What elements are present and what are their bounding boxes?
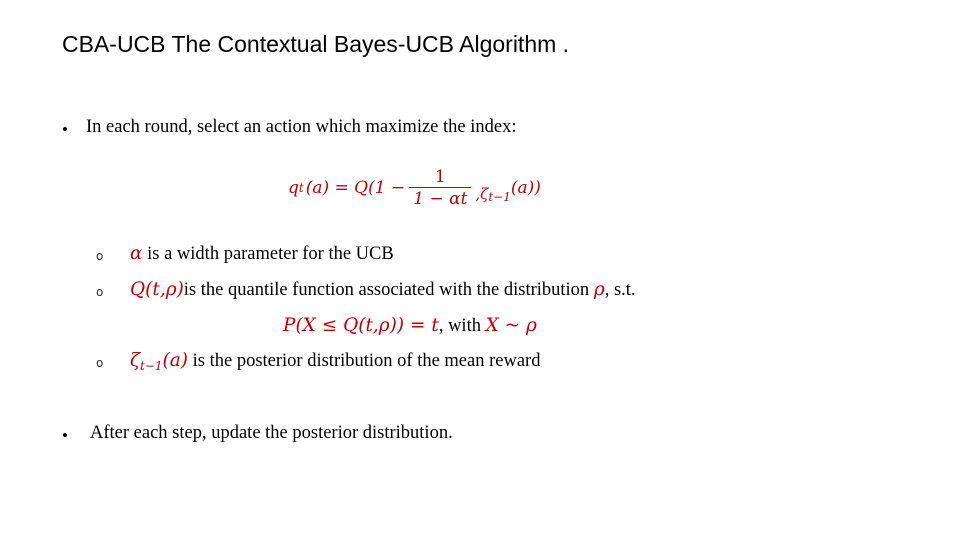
sub-bullet-marker: o [96,356,104,370]
alpha-description: is a width parameter for the UCB [142,244,394,264]
quantile-formula [283,315,537,337]
zeta-symbol: ζ [130,350,141,371]
fraction-numerator: 1 [434,166,446,187]
quantile-formula-math2: X ~ ρ [485,315,537,336]
formula-lhs: q [288,178,299,198]
sub-bullet-quantile [130,279,636,301]
fraction-denominator: 1 − αt [413,188,468,209]
zeta-sub: t−1 [140,359,163,373]
formula-rhs-pre: ,ζ [475,185,489,203]
formula-fraction [409,167,471,210]
quantile-symbol: Q(t,ρ) [130,279,184,300]
bullet-update-posterior: After each step, update the posterior distribution. [90,423,453,443]
formula-rhs-sub: t−1 [488,190,511,204]
alpha-symbol: α [130,243,143,264]
formula-lhs-sub: t [298,181,304,195]
quantile-formula-with: , with [438,316,486,336]
sub-bullet-posterior [130,350,540,373]
rho-symbol: ρ [593,279,605,300]
bullet-marker: • [62,426,68,445]
quantile-tail: , s.t. [604,280,636,300]
formula-rhs-arg: (a)) [510,178,541,198]
sub-bullet-marker: o [96,249,104,263]
sub-bullet-alpha [130,243,394,265]
sub-bullet-marker: o [96,285,104,299]
posterior-description: is the posterior distribution of the mean reward [188,351,541,371]
zeta-arg: (a) [162,350,189,371]
index-formula [288,160,541,216]
slide-title: CBA-UCB The Contextual Bayes-UCB Algorithm . [62,31,570,57]
formula-lhs-arg: (a) = Q(1 − [305,178,406,198]
bullet-marker: • [62,120,68,139]
bullet-select-action: In each round, select an action which maximize the index: [86,117,517,137]
quantile-formula-math: P(X ≤ Q(t,ρ)) = t [283,315,439,336]
quantile-description: is the quantile function associated with the distribution [183,280,594,300]
